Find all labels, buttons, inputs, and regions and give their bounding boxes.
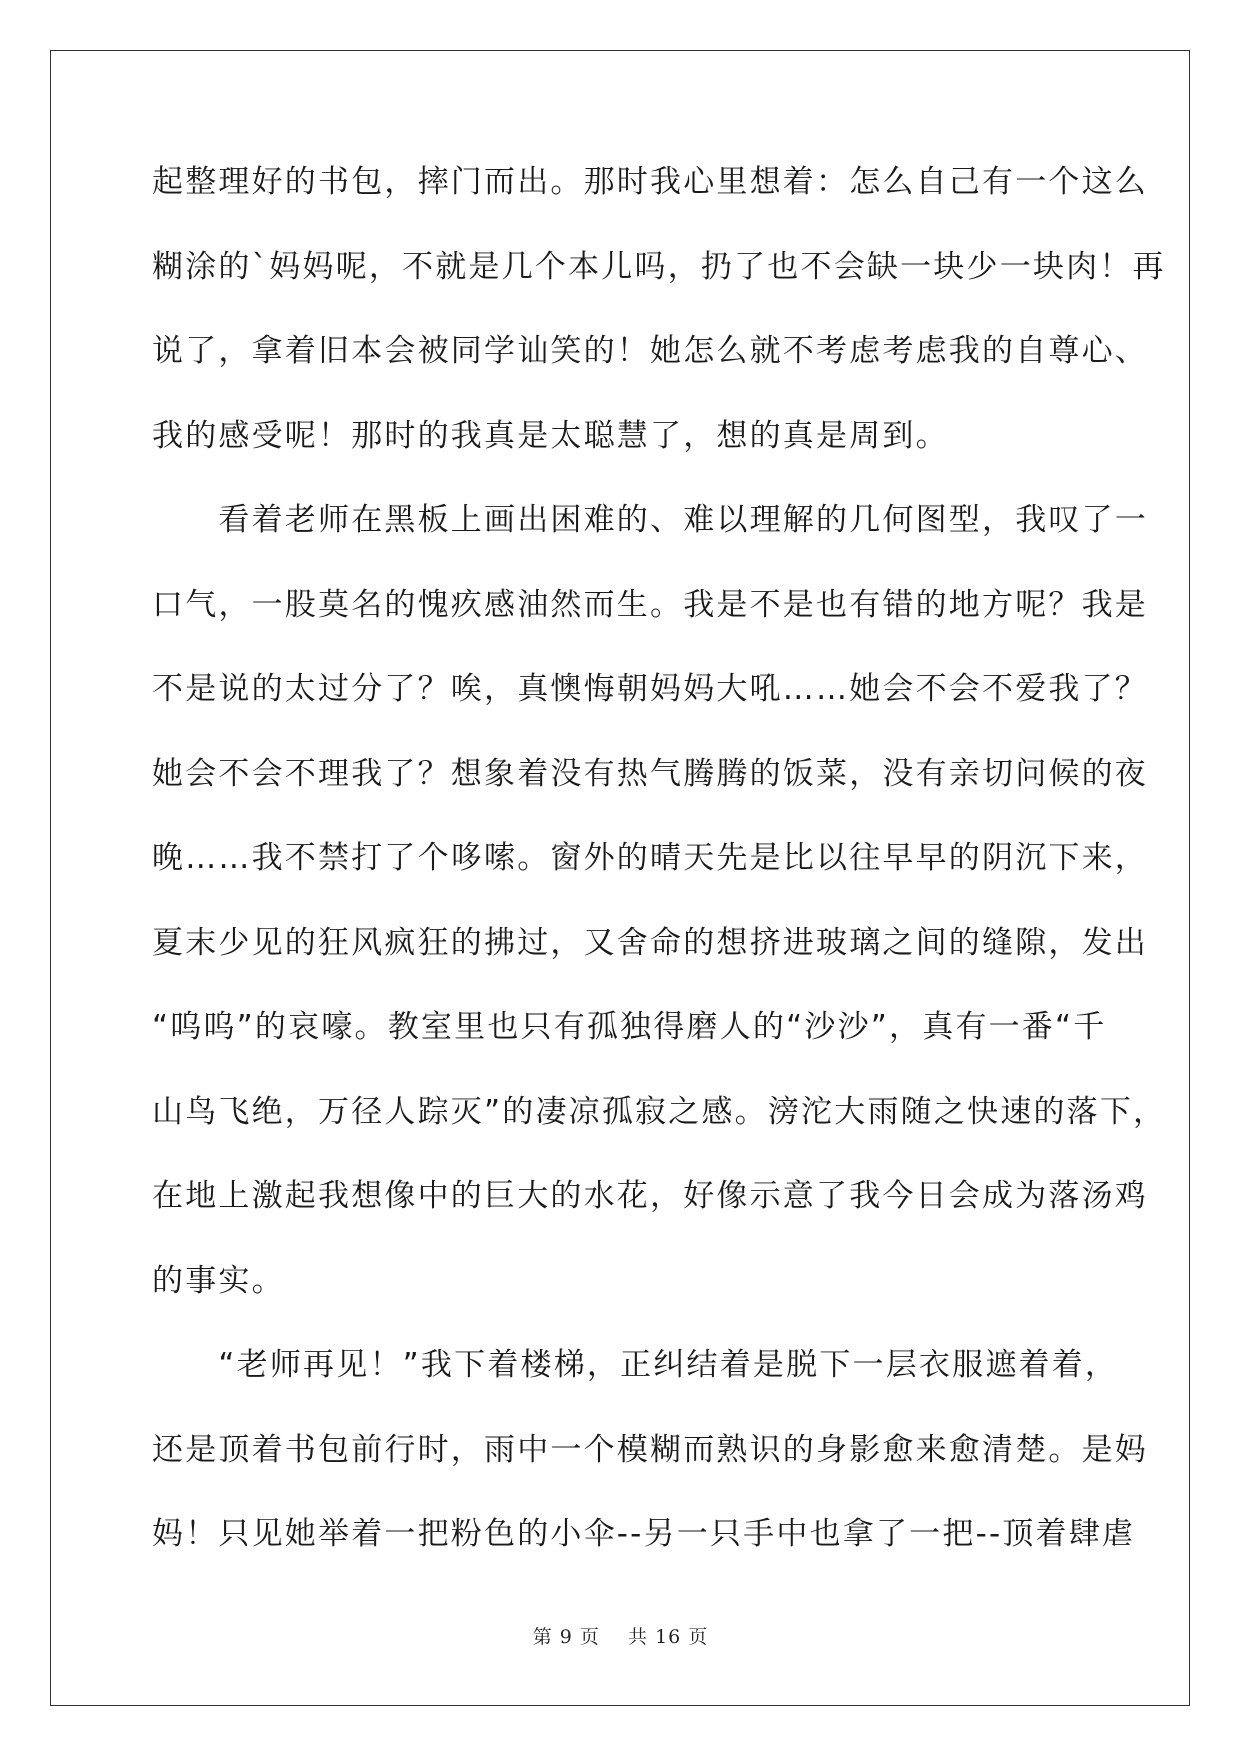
text-line: “老师再见！”我下着楼梯，正纠结着是脱下一层衣服遮着着， (152, 1347, 1119, 1383)
text-line: 糊涂的`妈妈呢，不就是几个本儿吗，扔了也不会缺一块少一块肉！再 (152, 248, 1166, 285)
document-body (152, 162, 1167, 1599)
page-footer (0, 1622, 1241, 1649)
text-line: 的事实。 (152, 1262, 285, 1299)
text-line: 还是顶着书包前行时，雨中一个模糊而熟识的身影愈来愈清楚。是妈 (152, 1431, 1148, 1468)
text-line: 晚……我不禁打了个哆嗦。窗外的晴天先是比以往早早的阴沉下来， (152, 840, 1148, 876)
text-line: “呜呜”的哀嚎。教室里也只有孤独得磨人的“沙沙”，真有一番“千 (152, 1009, 1107, 1045)
text-line: 妈！只见她举着一把粉色的小伞--另一只手中也拿了一把--顶着肆虐 (152, 1516, 1136, 1552)
text-line: 她会不会不理我了？想象着没有热气腾腾的饭菜，没有亲切问候的夜 (152, 755, 1148, 792)
text-line: 在地上激起我想像中的巨大的水花，好像示意了我今日会成为落汤鸡 (152, 1178, 1148, 1214)
text-line: 不是说的太过分了？唉，真懊悔朝妈妈大吼……她会不会不爱我了？ (152, 671, 1148, 707)
text-line: 看着老师在黑板上画出困难的、难以理解的几何图型，我叹了一 (152, 502, 1148, 538)
page-total: 共 16 页 (628, 1626, 709, 1648)
text-line: 我的感受呢！那时的我真是太聪慧了，想的真是周到。 (152, 417, 949, 454)
text-line: 起整理好的书包，摔门而出。那时我心里想着：怎么自己有一个这么 (152, 164, 1148, 200)
text-line: 口气，一股莫名的愧疚感油然而生。我是不是也有错的地方呢？我是 (152, 586, 1148, 623)
text-line: 说了，拿着旧本会被同学讪笑的！她怎么就不考虑考虑我的自尊心、 (152, 333, 1148, 369)
text-line: 夏末少见的狂风疯狂的拂过，又舍命的想挤进玻璃之间的缝隙，发出 (152, 924, 1148, 961)
text-line: 山鸟飞绝，万径人踪灭”的凄凉孤寂之感。滂沱大雨随之快速的落下， (152, 1093, 1167, 1130)
page-number: 第 9 页 (532, 1626, 600, 1648)
